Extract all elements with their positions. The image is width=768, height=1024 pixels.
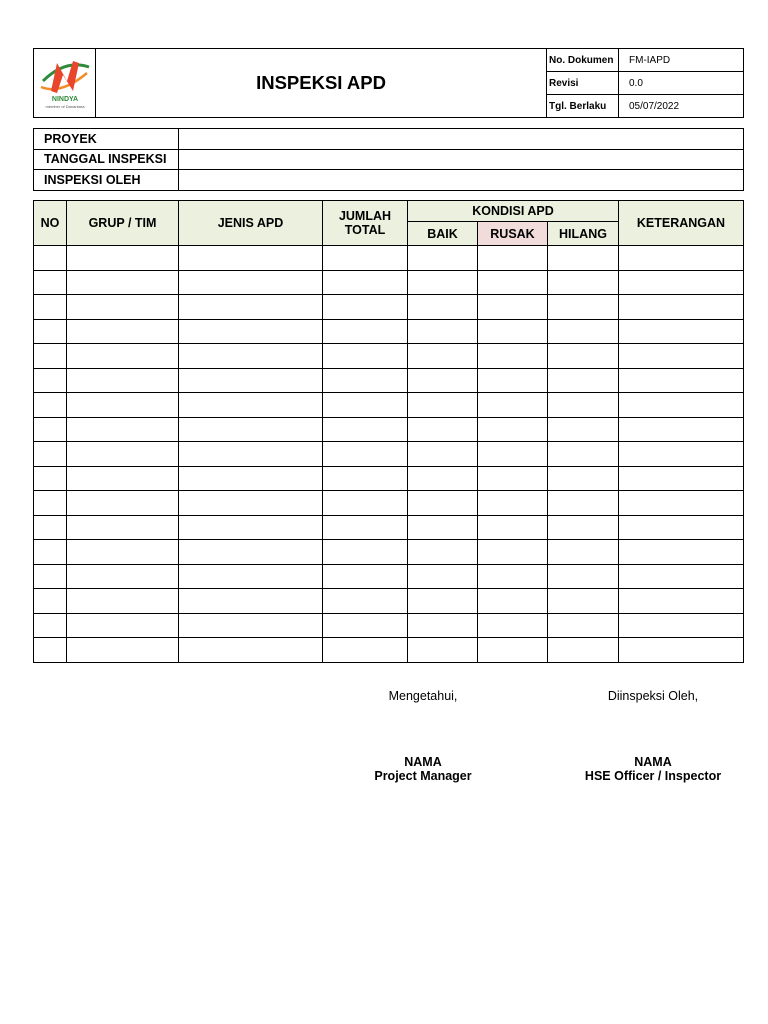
cell-keterangan[interactable] bbox=[619, 368, 744, 393]
col-header-jumlah-total bbox=[323, 201, 408, 246]
cell-grup[interactable] bbox=[67, 344, 179, 369]
jumlah-line-1: JUMLAH bbox=[338, 209, 392, 223]
meta-value-tgl-berlaku: 05/07/2022 bbox=[619, 95, 744, 118]
col-header-keterangan: KETERANGAN bbox=[619, 201, 744, 246]
cell-jenis-apd[interactable] bbox=[179, 442, 323, 467]
cell-keterangan[interactable] bbox=[619, 442, 744, 467]
cell-grup[interactable] bbox=[67, 613, 179, 638]
cell-keterangan[interactable] bbox=[619, 393, 744, 418]
cell-grup[interactable] bbox=[67, 515, 179, 540]
project-info bbox=[33, 128, 744, 191]
cell-baik[interactable] bbox=[408, 589, 478, 614]
cell-jumlah-total[interactable] bbox=[323, 344, 408, 369]
cell-jumlah-total[interactable] bbox=[323, 466, 408, 491]
cell-no[interactable] bbox=[34, 491, 67, 516]
col-header-no: NO bbox=[34, 201, 67, 246]
cell-grup[interactable] bbox=[67, 491, 179, 516]
table-row bbox=[34, 368, 744, 393]
cell-hilang[interactable] bbox=[548, 466, 619, 491]
col-header-baik: BAIK bbox=[408, 222, 478, 246]
cell-keterangan[interactable] bbox=[619, 344, 744, 369]
cell-baik[interactable] bbox=[408, 613, 478, 638]
cell-baik[interactable] bbox=[408, 638, 478, 663]
proyek-field[interactable] bbox=[179, 129, 744, 150]
table-row bbox=[34, 613, 744, 638]
table-row bbox=[34, 540, 744, 565]
cell-jenis-apd[interactable] bbox=[179, 589, 323, 614]
cell-jumlah-total[interactable] bbox=[323, 540, 408, 565]
cell-no[interactable] bbox=[34, 466, 67, 491]
cell-rusak[interactable] bbox=[478, 344, 548, 369]
cell-jumlah-total[interactable] bbox=[323, 417, 408, 442]
cell-no[interactable] bbox=[34, 295, 67, 320]
proyek-label: PROYEK bbox=[34, 129, 179, 150]
cell-jumlah-total[interactable] bbox=[323, 589, 408, 614]
cell-no[interactable] bbox=[34, 442, 67, 467]
cell-jenis-apd[interactable] bbox=[179, 564, 323, 589]
jumlah-line-2: TOTAL bbox=[344, 223, 386, 237]
cell-keterangan[interactable] bbox=[619, 319, 744, 344]
cell-no[interactable] bbox=[34, 393, 67, 418]
cell-jenis-apd[interactable] bbox=[179, 638, 323, 663]
cell-hilang[interactable] bbox=[548, 319, 619, 344]
inspeksi-oleh-field[interactable] bbox=[179, 170, 744, 191]
table-row bbox=[34, 442, 744, 467]
cell-jenis-apd[interactable] bbox=[179, 270, 323, 295]
cell-jumlah-total[interactable] bbox=[323, 393, 408, 418]
cell-rusak[interactable] bbox=[478, 319, 548, 344]
col-header-jenis-apd: JENIS APD bbox=[179, 201, 323, 246]
cell-keterangan[interactable] bbox=[619, 589, 744, 614]
cell-keterangan[interactable] bbox=[619, 638, 744, 663]
cell-rusak[interactable] bbox=[478, 589, 548, 614]
cell-no[interactable] bbox=[34, 638, 67, 663]
cell-baik[interactable] bbox=[408, 295, 478, 320]
cell-keterangan[interactable] bbox=[619, 613, 744, 638]
cell-jenis-apd[interactable] bbox=[179, 319, 323, 344]
cell-grup[interactable] bbox=[67, 319, 179, 344]
cell-rusak[interactable] bbox=[478, 466, 548, 491]
cell-no[interactable] bbox=[34, 368, 67, 393]
cell-jenis-apd[interactable] bbox=[179, 515, 323, 540]
cell-hilang[interactable] bbox=[548, 589, 619, 614]
table-row bbox=[34, 246, 744, 271]
table-row bbox=[34, 417, 744, 442]
logo-cell bbox=[34, 49, 96, 118]
inspection-table bbox=[33, 200, 744, 663]
cell-hilang[interactable] bbox=[548, 491, 619, 516]
cell-rusak[interactable] bbox=[478, 368, 548, 393]
cell-rusak[interactable] bbox=[478, 515, 548, 540]
cell-grup[interactable] bbox=[67, 393, 179, 418]
cell-no[interactable] bbox=[34, 417, 67, 442]
cell-keterangan[interactable] bbox=[619, 295, 744, 320]
table-row bbox=[34, 638, 744, 663]
cell-rusak[interactable] bbox=[478, 613, 548, 638]
cell-jenis-apd[interactable] bbox=[179, 393, 323, 418]
col-header-rusak: RUSAK bbox=[478, 222, 548, 246]
cell-rusak[interactable] bbox=[478, 393, 548, 418]
inspeksi-oleh-label: INSPEKSI OLEH bbox=[34, 170, 179, 191]
cell-jenis-apd[interactable] bbox=[179, 344, 323, 369]
col-header-kondisi-apd: KONDISI APD bbox=[408, 201, 619, 222]
tanggal-inspeksi-label: TANGGAL INSPEKSI bbox=[34, 149, 179, 170]
cell-baik[interactable] bbox=[408, 246, 478, 271]
table-row bbox=[34, 295, 744, 320]
col-header-grup: GRUP / TIM bbox=[67, 201, 179, 246]
cell-no[interactable] bbox=[34, 246, 67, 271]
cell-hilang[interactable] bbox=[548, 246, 619, 271]
cell-keterangan[interactable] bbox=[619, 270, 744, 295]
document-title: INSPEKSI APD bbox=[96, 49, 547, 118]
meta-label-revisi: Revisi bbox=[547, 72, 619, 95]
cell-jumlah-total[interactable] bbox=[323, 491, 408, 516]
signature-right-caption: Diinspeksi Oleh, bbox=[607, 689, 699, 703]
cell-rusak[interactable] bbox=[478, 540, 548, 565]
tanggal-inspeksi-field[interactable] bbox=[179, 149, 744, 170]
col-header-hilang: HILANG bbox=[548, 222, 619, 246]
table-row bbox=[34, 270, 744, 295]
cell-baik[interactable] bbox=[408, 442, 478, 467]
logo-brand: NINDYA bbox=[51, 95, 78, 103]
signature-left-role: Project Manager bbox=[374, 769, 472, 783]
cell-jumlah-total[interactable] bbox=[323, 295, 408, 320]
cell-rusak[interactable] bbox=[478, 442, 548, 467]
table-row bbox=[34, 515, 744, 540]
cell-baik[interactable] bbox=[408, 491, 478, 516]
cell-jenis-apd[interactable] bbox=[179, 295, 323, 320]
cell-jumlah-total[interactable] bbox=[323, 564, 408, 589]
logo-tagline: member of Danantara bbox=[45, 103, 84, 109]
cell-hilang[interactable] bbox=[548, 564, 619, 589]
meta-label-no-dokumen: No. Dokumen bbox=[547, 49, 619, 72]
inspection-table-body bbox=[34, 246, 744, 663]
cell-baik[interactable] bbox=[408, 270, 478, 295]
cell-hilang[interactable] bbox=[548, 638, 619, 663]
cell-baik[interactable] bbox=[408, 393, 478, 418]
cell-no[interactable] bbox=[34, 613, 67, 638]
cell-baik[interactable] bbox=[408, 319, 478, 344]
cell-no[interactable] bbox=[34, 589, 67, 614]
signature-right-name: NAMA bbox=[634, 755, 672, 769]
table-row bbox=[34, 393, 744, 418]
signature-left-name: NAMA bbox=[404, 755, 442, 769]
cell-hilang[interactable] bbox=[548, 515, 619, 540]
table-row bbox=[34, 589, 744, 614]
cell-grup[interactable] bbox=[67, 270, 179, 295]
cell-hilang[interactable] bbox=[548, 442, 619, 467]
cell-rusak[interactable] bbox=[478, 564, 548, 589]
meta-value-no-dokumen: FM-IAPD bbox=[619, 49, 744, 72]
cell-grup[interactable] bbox=[67, 589, 179, 614]
cell-grup[interactable] bbox=[67, 295, 179, 320]
cell-rusak[interactable] bbox=[478, 246, 548, 271]
signature-right-role: HSE Officer / Inspector bbox=[584, 769, 722, 783]
cell-no[interactable] bbox=[34, 515, 67, 540]
cell-jenis-apd[interactable] bbox=[179, 491, 323, 516]
cell-keterangan[interactable] bbox=[619, 540, 744, 565]
cell-rusak[interactable] bbox=[478, 417, 548, 442]
meta-value-revisi: 0.0 bbox=[619, 72, 744, 95]
cell-jumlah-total[interactable] bbox=[323, 638, 408, 663]
cell-grup[interactable] bbox=[67, 540, 179, 565]
cell-keterangan[interactable] bbox=[619, 515, 744, 540]
cell-grup[interactable] bbox=[67, 638, 179, 663]
cell-no[interactable] bbox=[34, 319, 67, 344]
cell-baik[interactable] bbox=[408, 564, 478, 589]
cell-keterangan[interactable] bbox=[619, 417, 744, 442]
signature-left-caption: Mengetahui, bbox=[388, 689, 458, 703]
cell-hilang[interactable] bbox=[548, 344, 619, 369]
cell-jenis-apd[interactable] bbox=[179, 246, 323, 271]
cell-no[interactable] bbox=[34, 564, 67, 589]
cell-hilang[interactable] bbox=[548, 393, 619, 418]
cell-grup[interactable] bbox=[67, 417, 179, 442]
cell-keterangan[interactable] bbox=[619, 466, 744, 491]
cell-jumlah-total[interactable] bbox=[323, 442, 408, 467]
cell-grup[interactable] bbox=[67, 466, 179, 491]
table-row bbox=[34, 564, 744, 589]
cell-rusak[interactable] bbox=[478, 638, 548, 663]
cell-keterangan[interactable] bbox=[619, 491, 744, 516]
cell-grup[interactable] bbox=[67, 442, 179, 467]
cell-baik[interactable] bbox=[408, 515, 478, 540]
cell-jenis-apd[interactable] bbox=[179, 540, 323, 565]
document-header bbox=[33, 48, 744, 118]
cell-baik[interactable] bbox=[408, 344, 478, 369]
cell-jenis-apd[interactable] bbox=[179, 368, 323, 393]
cell-baik[interactable] bbox=[408, 368, 478, 393]
cell-baik[interactable] bbox=[408, 466, 478, 491]
cell-jumlah-total[interactable] bbox=[323, 613, 408, 638]
cell-rusak[interactable] bbox=[478, 295, 548, 320]
signature-left bbox=[358, 689, 488, 783]
cell-jumlah-total[interactable] bbox=[323, 368, 408, 393]
cell-jenis-apd[interactable] bbox=[179, 613, 323, 638]
meta-label-tgl-berlaku: Tgl. Berlaku bbox=[547, 95, 619, 118]
cell-jenis-apd[interactable] bbox=[179, 417, 323, 442]
cell-keterangan[interactable] bbox=[619, 564, 744, 589]
nindya-logo bbox=[37, 51, 93, 111]
cell-no[interactable] bbox=[34, 270, 67, 295]
cell-rusak[interactable] bbox=[478, 270, 548, 295]
cell-no[interactable] bbox=[34, 540, 67, 565]
cell-baik[interactable] bbox=[408, 540, 478, 565]
cell-hilang[interactable] bbox=[548, 270, 619, 295]
cell-grup[interactable] bbox=[67, 564, 179, 589]
cell-baik[interactable] bbox=[408, 417, 478, 442]
cell-jumlah-total[interactable] bbox=[323, 319, 408, 344]
table-row bbox=[34, 319, 744, 344]
cell-hilang[interactable] bbox=[548, 295, 619, 320]
cell-hilang[interactable] bbox=[548, 540, 619, 565]
table-row bbox=[34, 491, 744, 516]
cell-hilang[interactable] bbox=[548, 368, 619, 393]
cell-hilang[interactable] bbox=[548, 417, 619, 442]
cell-grup[interactable] bbox=[67, 246, 179, 271]
cell-keterangan[interactable] bbox=[619, 246, 744, 271]
cell-grup[interactable] bbox=[67, 368, 179, 393]
signature-right bbox=[568, 689, 738, 783]
table-row bbox=[34, 466, 744, 491]
cell-jenis-apd[interactable] bbox=[179, 466, 323, 491]
cell-hilang[interactable] bbox=[548, 613, 619, 638]
cell-no[interactable] bbox=[34, 344, 67, 369]
table-row bbox=[34, 344, 744, 369]
cell-jumlah-total[interactable] bbox=[323, 270, 408, 295]
cell-rusak[interactable] bbox=[478, 491, 548, 516]
cell-jumlah-total[interactable] bbox=[323, 515, 408, 540]
cell-jumlah-total[interactable] bbox=[323, 246, 408, 271]
